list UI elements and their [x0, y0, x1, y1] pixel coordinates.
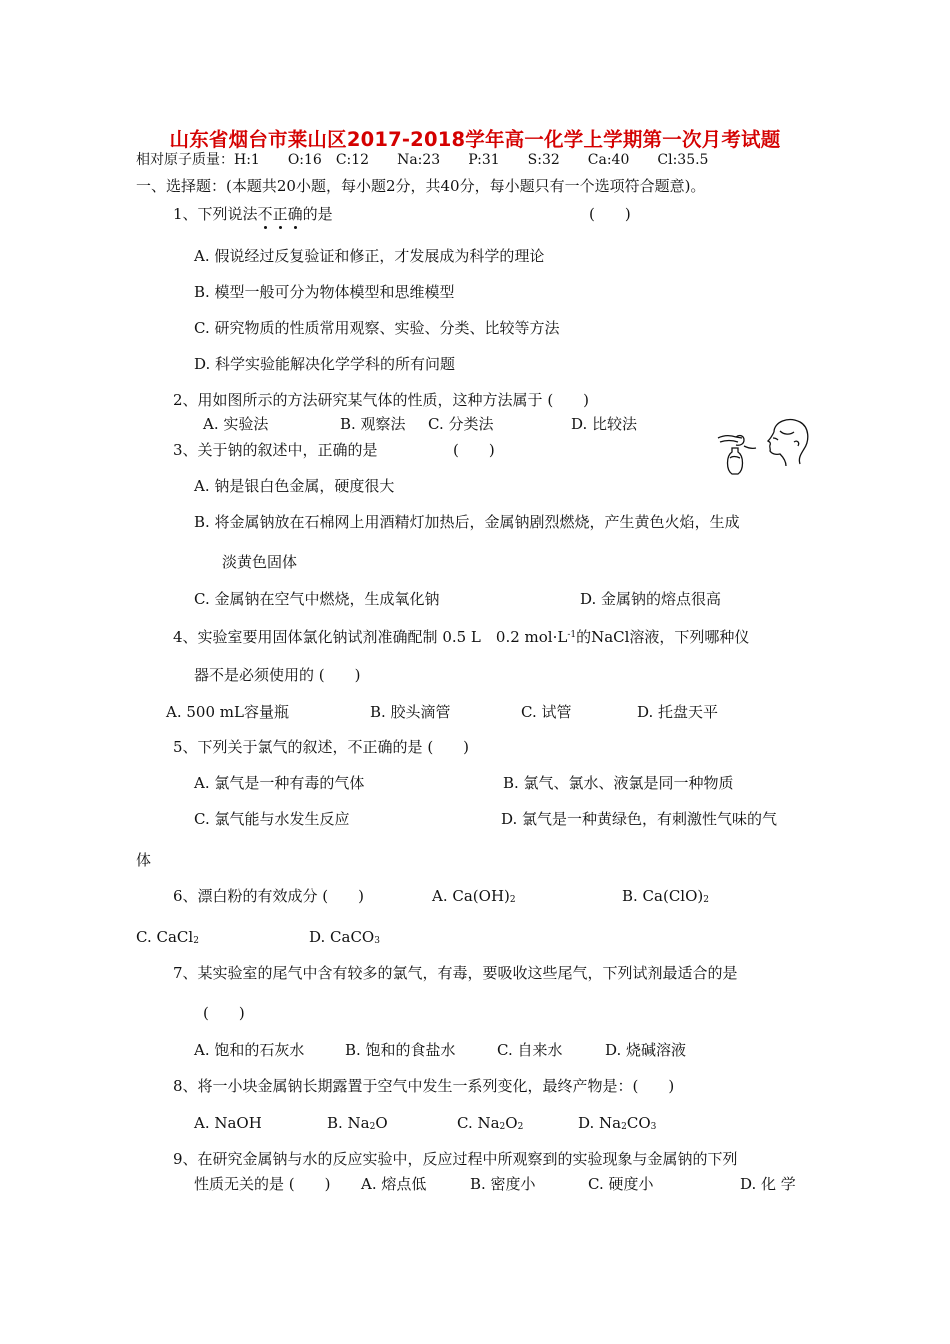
option-d: D. 烧碱溶液 — [605, 1041, 687, 1059]
option-a: A. 假说经过反复验证和修正，才发展成为科学的理论 — [194, 247, 545, 265]
option-d — [578, 1113, 656, 1137]
option-a: A. 熔点低 — [361, 1175, 427, 1193]
option-c: C. 研究物质的性质常用观察、实验、分类、比较等方法 — [194, 319, 560, 337]
option-a: A. 实验法 — [203, 415, 269, 433]
option-b — [622, 886, 709, 910]
option-b-tail: O — [375, 1114, 388, 1132]
question-9-stem: 9、在研究金属钠与水的反应实验中，反应过程中所观察到的实验现象与金属钠的下列 — [173, 1150, 738, 1168]
option-d-text: D. Na — [578, 1114, 622, 1132]
option-c: C. 试管 — [521, 703, 572, 721]
option-a — [432, 886, 516, 910]
option-c-mid: O — [505, 1114, 518, 1132]
question-3-stem: 3、关于钠的叙述中，正确的是 — [173, 441, 378, 459]
option-d-mid: CO — [626, 1114, 651, 1132]
smelling-gas-illustration — [714, 418, 814, 482]
question-1-stem — [173, 204, 333, 224]
subscript: 2 — [703, 895, 709, 905]
question-1-stem-a: 1、下列说法 — [173, 205, 258, 223]
subscript: 2 — [517, 1122, 524, 1132]
subscript: 2 — [509, 895, 516, 905]
emphasis-char: 确 — [287, 205, 303, 223]
option-a: A. NaOH — [194, 1114, 262, 1132]
subscript: 3 — [374, 936, 380, 946]
subscript: 2 — [499, 1122, 506, 1132]
question-4-stem-a: 4、实验室要用固体氯化钠试剂准确配制 0.5 L 0.2 mol·L — [173, 628, 568, 646]
option-b: B. 观察法 — [340, 415, 406, 433]
option-c: C. 金属钠在空气中燃烧，生成氧化钠 — [194, 590, 440, 608]
option-b-text: B. Ca(ClO) — [622, 887, 704, 905]
option-d: D. 化 学 — [740, 1175, 796, 1193]
option-a: A. 500 mL容量瓶 — [166, 703, 289, 721]
option-a: A. 氯气是一种有毒的气体 — [194, 774, 365, 792]
subscript: 2 — [193, 936, 199, 946]
superscript: -1 — [567, 630, 577, 640]
option-d — [309, 927, 380, 951]
option-c: C. 自来水 — [497, 1041, 563, 1059]
answer-paren: ( ) — [589, 205, 631, 223]
option-c: C. 分类法 — [428, 415, 494, 433]
option-b: B. 将金属钠放在石棉网上用酒精灯加热后，金属钠剧烈燃烧，产生黄色火焰，生成 — [194, 513, 740, 531]
option-c — [136, 927, 199, 951]
option-d: D. 科学实验能解决化学学科的所有问题 — [194, 355, 456, 373]
question-6-stem: 6、漂白粉的有效成分 ( ) — [173, 887, 365, 905]
atomic-mass-line: 相对原子质量：H:1 O:16 C:12 Na:23 P:31 S:32 Ca:40 Cl:35.5 — [136, 152, 709, 168]
option-c-text: C. Na — [457, 1114, 500, 1132]
section-header: 一、选择题：(本题共20小题，每小题2分，共40分，每小题只有一个选项符合题意)。 — [136, 177, 706, 195]
option-b: B. 氯气、氯水、液氯是同一种物质 — [503, 774, 734, 792]
option-d-text: D. CaCO — [309, 928, 375, 946]
option-b: B. 胶头滴管 — [370, 703, 451, 721]
question-1-stem-b: 的是 — [302, 205, 333, 223]
subscript: 2 — [369, 1122, 376, 1132]
option-a: A. 饱和的石灰水 — [194, 1041, 305, 1059]
option-b: B. 密度小 — [470, 1175, 536, 1193]
option-a: A. 钠是银白色金属，硬度很大 — [194, 477, 395, 495]
option-b-continued: 淡黄色固体 — [222, 553, 298, 571]
option-d: D. 金属钠的熔点很高 — [580, 590, 722, 608]
question-4-stem-2: 器不是必须使用的 ( ) — [194, 666, 361, 684]
option-a-text: A. Ca(OH) — [432, 887, 510, 905]
question-8-stem: 8、将一小块金属钠长期露置于空气中发生一系列变化，最终产物是：( ) — [173, 1077, 675, 1095]
question-4-stem — [173, 625, 749, 647]
option-c-text: C. CaCl — [136, 928, 194, 946]
question-2-stem: 2、用如图所示的方法研究某气体的性质，这种方法属于 ( ) — [173, 391, 590, 409]
answer-paren: ( ) — [453, 441, 495, 459]
page-title: 山东省烟台市莱山区2017-2018学年高一化学上学期第一次月考试题 — [169, 128, 781, 151]
question-4-stem-b: 的NaCl溶液，下列哪种仪 — [576, 628, 750, 646]
emphasis-char: 正 — [272, 205, 288, 223]
emphasis-char: 不 — [257, 205, 273, 223]
subscript: 3 — [650, 1122, 657, 1132]
question-9-stem-2: 性质无关的是 ( ) — [194, 1175, 331, 1193]
question-7-stem: 7、某实验室的尾气中含有较多的氯气，有毒，要吸收这些尾气，下列试剂最适合的是 — [173, 964, 738, 982]
option-c — [457, 1113, 523, 1137]
subscript: 2 — [621, 1122, 627, 1132]
option-d: D. 氯气是一种黄绿色，有刺激性气味的气 — [501, 810, 778, 828]
option-d: D. 比较法 — [571, 415, 638, 433]
option-c: C. 氯气能与水发生反应 — [194, 810, 350, 828]
question-5-stem: 5、下列关于氯气的叙述，不正确的是 ( ) — [173, 738, 470, 756]
option-c: C. 硬度小 — [588, 1175, 654, 1193]
option-d-continued: 体 — [136, 851, 152, 869]
option-b — [327, 1113, 388, 1137]
option-b: B. 饱和的食盐水 — [345, 1041, 456, 1059]
answer-paren: ( ) — [203, 1004, 245, 1022]
option-b: B. 模型一般可分为物体模型和思维模型 — [194, 283, 455, 301]
option-d: D. 托盘天平 — [637, 703, 719, 721]
option-b-text: B. Na — [327, 1114, 370, 1132]
